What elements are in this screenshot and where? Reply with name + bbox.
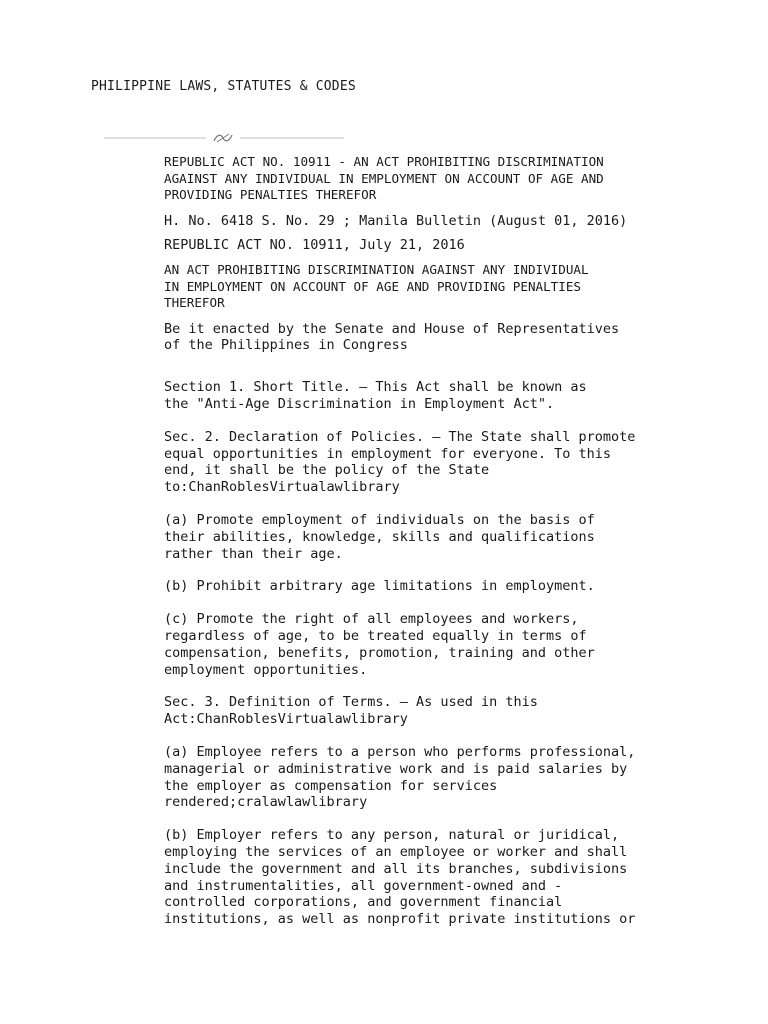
section-2-item-c: (c) Promote the right of all employees and workers, regardless of age, to be treated equally in terms of compensation, benefits, promotion, training and other employment opportunities.	[164, 611, 595, 678]
section-3-item-b: (b) Employer refers to any person, natural or juridical, employing the services of an employee or worker and shall include the government and all its branches, subdivisions and instrumentalities, all government-owned and - controlled corporations, and government financial institutions, as well as nonprofit private institutions or	[164, 827, 636, 928]
section-2-item-b: (b) Prohibit arbitrary age limitations in employment.	[164, 578, 595, 595]
section-1: Section 1. Short Title. – This Act shall be known as the "Anti-Age Discrimination in Employment Act".	[164, 379, 587, 412]
site-title: PHILIPPINE LAWS, STATUTES & CODES	[91, 79, 356, 94]
act-date: REPUBLIC ACT NO. 10911, July 21, 2016	[164, 237, 465, 254]
section-3-item-a: (a) Employee refers to a person who performs professional, managerial or administrative work and is paid salaries by the employer as compensation for services rendered;cralawlawlibrary	[164, 743, 636, 811]
ornament-icon	[214, 134, 232, 142]
ornament-divider	[104, 130, 344, 146]
act-title: AN ACT PROHIBITING DISCRIMINATION AGAINST ANY INDIVIDUAL IN EMPLOYMENT ON ACCOUNT OF AGE AND PROVIDING PENALTIES THEREFOR	[164, 262, 589, 311]
document-body	[164, 154, 704, 928]
section-2-item-a: (a) Promote employment of individuals on the basis of their abilities, knowledge, skills and qualifications rather than their age.	[164, 511, 595, 562]
enacting-clause: Be it enacted by the Senate and House of Representatives of the Philippines in Congress	[164, 320, 620, 354]
document-heading: REPUBLIC ACT NO. 10911 - AN ACT PROHIBITING DISCRIMINATION AGAINST ANY INDIVIDUAL IN EMPLOYMENT ON ACCOUNT OF AGE AND PROVIDING PENALTIES THEREFOR	[164, 154, 604, 202]
section-3: Sec. 3. Definition of Terms. – As used in this Act:ChanRoblesVirtualawlibrary	[164, 694, 538, 728]
section-2: Sec. 2. Declaration of Policies. – The State shall promote equal opportunities in employment for everyone. To this end, it shall be the policy of the State to:ChanRoblesVirtualawlibrary	[164, 428, 636, 496]
source-line: H. No. 6418 S. No. 29 ; Manila Bulletin (August 01, 2016)	[164, 212, 628, 229]
